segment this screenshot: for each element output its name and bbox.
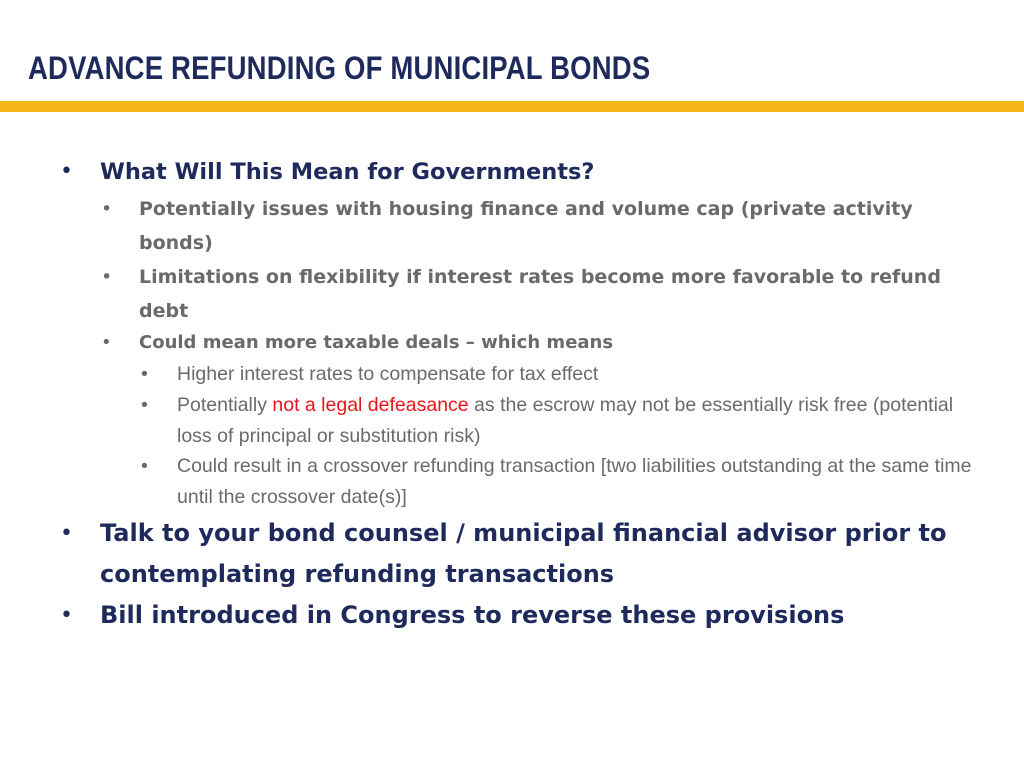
bullet-marker: •	[60, 159, 73, 184]
bullet-marker: •	[141, 363, 148, 385]
sub-bullet-text: Potentially issues with housing finance and volume cap (private activity bonds)	[139, 198, 913, 254]
title-underline-rule	[0, 101, 1024, 112]
sub-sub-bullet-higher-rates	[141, 359, 977, 390]
sub-sub-bullet-crossover	[141, 451, 977, 513]
bullet-bill-introduced	[60, 595, 980, 636]
bullet-marker: •	[101, 198, 113, 220]
bullet-marker: •	[60, 521, 73, 546]
sub-bullet-limitations-flexibility	[101, 260, 969, 328]
slide-title: ADVANCE REFUNDING OF MUNICIPAL BONDS	[28, 50, 651, 86]
bullet-marker: •	[141, 455, 148, 477]
sub-bullet-text: Could mean more taxable deals – which means	[139, 332, 614, 353]
bullet-marker: •	[141, 394, 148, 416]
sub-bullet-housing-finance	[101, 192, 969, 260]
sub-sub-bullet-text: Higher interest rates to compensate for tax effect	[177, 363, 599, 385]
defeasance-text-after: as the escrow may not be essentially risk free (potential loss of principal or substitution risk)	[177, 394, 954, 447]
sub-sub-bullet-legal-defeasance	[141, 390, 977, 452]
bullet-what-will-this-mean	[60, 156, 980, 188]
bullet-talk-to-bond-counsel	[60, 513, 980, 595]
sub-sub-bullet-text: Could result in a crossover refunding transaction [two liabilities outstanding at the same time until the crossover date(s)]	[177, 455, 972, 508]
defeasance-text-before: Potentially	[177, 394, 273, 416]
sub-bullet-text: Limitations on flexibility if interest rates become more favorable to refund debt	[139, 266, 941, 322]
bullet-marker: •	[60, 603, 73, 628]
bullet-marker: •	[101, 332, 112, 353]
bullet-text: What Will This Mean for Governments?	[100, 159, 595, 185]
sub-bullet-taxable-deals	[101, 329, 969, 357]
bullet-marker: •	[101, 266, 113, 288]
bullet-text: Bill introduced in Congress to reverse these provisions	[100, 601, 845, 629]
defeasance-highlight: not a legal defeasance	[272, 394, 469, 416]
bullet-text: Talk to your bond counsel / municipal financial advisor prior to contemplating refunding transactions	[100, 519, 947, 588]
